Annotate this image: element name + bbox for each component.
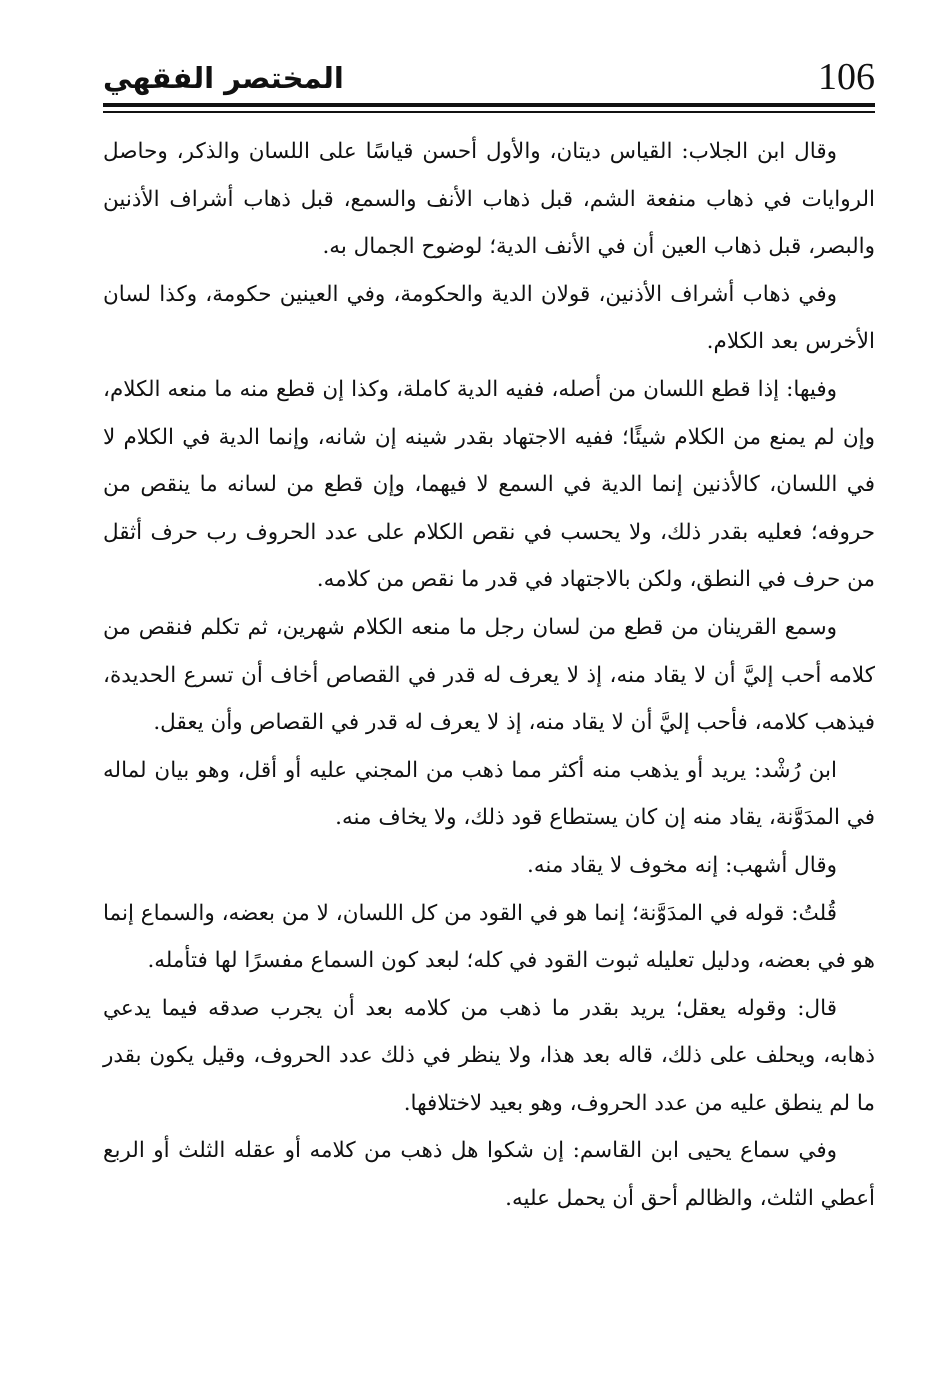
main-text xyxy=(103,128,875,1223)
paragraph-tongue-cut: وفيها: إذا قطع اللسان من أصله، ففيه الدية كاملة، وكذا إن قطع منه ما منعه الكلام، وإن لم يمنع من الكلام شيئًا؛ ففيه الاجتهاد بقدر شينه إن شانه، وإنما الدية في الكلام لا في اللسان، كالأذنين إنما الدية في السمع لا فيهما، وإن قطع من لسانه ما ينقص من حروفه؛ فعليه بقدر ذلك، ولا يحسب في نقص الكلام على عدد الحروف رب حرف أثقل من حرف في النطق، ولكن بالاجتهاد في قدر ما نقص من كلامه. xyxy=(103,376,875,593)
paragraph-yahya: وفي سماع يحيى ابن القاسم: إن شكوا هل ذهب من كلامه أو عقله الثلث أو الربع أعطي الثلث، والظالم أحق أن يحمل عليه. xyxy=(103,1138,875,1212)
paragraph-ears: وفي ذهاب أشراف الأذنين، قولان الدية والحكومة، وفي العينين حكومة، وكذا لسان الأخرس بعد الكلام. xyxy=(103,281,875,355)
paragraph-qarinan: وسمع القرينان من قطع من لسان رجل ما منعه الكلام شهرين، ثم تكلم فنقص من كلامه أحب إليَّ أن لا يقاد منه، إذ لا يعرف له قدر في القصاص أخاف أن تسرع الحديدة، فيذهب كلامه، فأحب إليَّ أن لا يقاد منه، إذ لا يعرف له قدر في القصاص وأن يعقل. xyxy=(103,614,875,736)
header-rule-thin xyxy=(103,111,875,113)
paragraph-qala: قال: وقوله يعقل؛ يريد بقدر ما ذهب من كلامه بعد أن يجرب صدقه فيما يدعي ذهابه، ويحلف على ذلك، قاله بعد هذا، ولا ينظر في ذلك عدد الحروف، وقيل يكون بقدر ما لم ينطق عليه من عدد الحروف، وهو بعيد لاختلافها. xyxy=(103,995,875,1116)
page-header xyxy=(103,56,875,102)
running-title: المختصر الفقهي xyxy=(103,61,344,95)
paragraph-ibn-rushd: ابن رُشْد: يريد أو يذهب منه أكثر مما ذهب من المجني عليه أو أقل، وهو بيان لماله في المدَوَّنة، يقاد منه إن كان يستطاع قود ذلك، ولا يخاف منه. xyxy=(103,757,875,831)
header-rule-thick xyxy=(103,103,875,107)
page-number: 106 xyxy=(818,56,875,98)
paragraph-ashhab: وقال أشهب: إنه مخوف لا يقاد منه. xyxy=(527,852,837,878)
paragraph-ibn-al-jallab: وقال ابن الجلاب: القياس ديتان، والأول أحسن قياسًا على اللسان والذكر، وحاصل الروايات في ذهاب منفعة الشم، قبل ذهاب الأنف والسمع، قبل ذهاب أشراف الأذنين والبصر، قبل ذهاب العين أن في الأنف الدية؛ لوضوح الجمال به. xyxy=(103,139,875,260)
paragraph-qultu: قُلتُ: قوله في المدَوَّنة؛ إنما هو في القود من كل اللسان، لا من بعضه، والسماع إنما هو في بعضه، ودليل تعليله ثبوت القود في كله؛ لبعد كون السماع مفسرًا لها فتأمله. xyxy=(103,900,875,974)
